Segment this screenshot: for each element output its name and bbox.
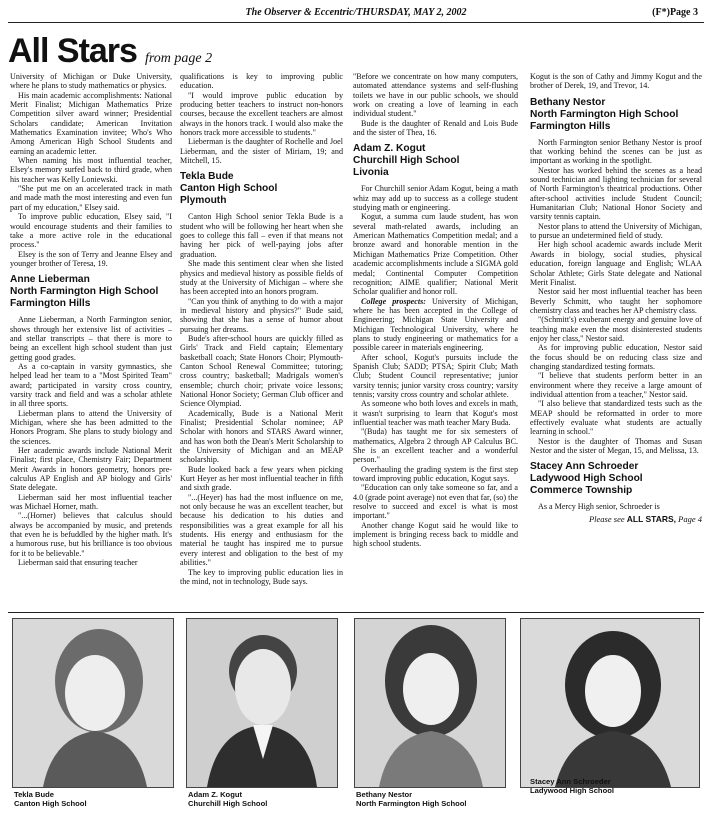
school-name: Churchill High School <box>353 155 460 167</box>
paragraph: Nestor is the daughter of Thomas and Susan Nestor and the sister of Megan, 15, and Melissa, 13. <box>530 436 702 456</box>
paragraph: Anne Lieberman, a North Farmington senior, shows through her extensive list of activities – and stellar transcripts – that there is more to being an excellent high school student than just getting good grades. <box>10 315 172 362</box>
profile-heading <box>10 274 172 310</box>
banner-continuation: from page 2 <box>144 51 213 66</box>
student-name: Anne Lieberman <box>10 274 90 286</box>
caption-name: Tekla Bude <box>14 790 54 799</box>
paragraph: Her academic awards include National Merit Finalist; first place, Chemistry Fair; Department Merit Awards in honors geometry, honors pre-calculus AP English and AP biology and Girls' State delegate. <box>10 446 172 493</box>
city-name: Plymouth <box>180 195 227 207</box>
paragraph: Kogut is the son of Cathy and Jimmy Kogut and the brother of Derek, 19, and Trevor, 14. <box>530 72 702 91</box>
lead-text: University of Michigan, where he has been accepted in the College of Engineering; Michigan State University and Michigan Technological University, where he plans to study engineering or mathematics for a possible career in materials engineering. <box>353 296 518 353</box>
caption-school: Churchill High School <box>188 799 268 808</box>
caption-school: North Farmington High School <box>356 799 467 808</box>
portrait-image <box>521 619 699 787</box>
paragraph: Elsey is the son of Terry and Jeanne Elsey and younger brother of Teresa, 19. <box>10 249 172 268</box>
portrait-photo <box>186 618 338 788</box>
lead-in: College prospects: <box>361 296 426 306</box>
article-column-2 <box>180 72 343 612</box>
paragraph: Lieberman said that ensuring teacher <box>18 558 138 568</box>
paragraph: Nestor plans to attend the University of Michigan, to pursue an undetermined field of study. <box>530 221 702 241</box>
paragraph: Nestor has worked behind the scenes as a head sound technician and lighting technician for several of North Farmington's theatrical productions. Other after-school activities include Student Council; Humanitarian Club; National Honor Society and varsity tennis captain. <box>530 165 702 222</box>
photo-caption <box>356 790 516 808</box>
paragraph: She made this sentiment clear when she listed physics and medieval history as possible fields of study at the University of Michigan – where she has been accepted into an honors program. <box>180 259 343 297</box>
city-name: Farmington Hills <box>10 298 91 310</box>
paragraph: "I would improve public education by producing better teachers to instruct non-honors courses, because the excellent teachers are almost always in the honors track. I would also make the honors track more accessible to students." <box>180 90 343 138</box>
paragraph: "...(Heyer) has had the most influence on me, not only because he was an excellent teacher, but because his dedication to his duties and responsibilities was a great example for all his students. His energy and enthusiasm for the material he taught has inspired me to pursue every interest and obligation to the best of my abilities." <box>180 492 343 568</box>
paragraph: As a co-captain in varsity gymnastics, she helped lead her team to a "Most Spirited Team" award; participated in varsity cross country, varsity track and field and was a scholar athlete in all three sports. <box>10 361 172 409</box>
jump-ref: ALL STARS, <box>626 513 677 524</box>
paragraph: "...(Horner) believes that calculus should always be accompanied by music, and pretends that even he is befuddled by the higher math. It's a humorous ruse, but his brilliance is too obvious for it to be believable." <box>10 511 172 558</box>
profile-heading <box>180 171 343 207</box>
paragraph: Her high school academic awards include Merit Awards in biology, social studies, physical education, foreign language and English; WLAA Scholar Athlete; Girls State delegate and National Merit Finalist. <box>530 240 702 287</box>
photo-caption <box>14 790 172 808</box>
paragraph: For Churchill senior Adam Kogut, being a math whiz may add up to success as a college student studying math or engineering. <box>353 184 518 213</box>
portrait-image <box>355 619 505 787</box>
paragraph: North Farmington senior Bethany Nestor is proof that working behind the scenes can be just as important as working in the spotlight. <box>530 137 702 166</box>
paragraph: Lieberman said her most influential teacher was Michael Horner, math. <box>10 492 172 512</box>
paragraph: After school, Kogut's pursuits include the Spanish Club; SADD; PTSA; Spirit Club; Math Club; Student Council representative; junior varsity tennis; junior varsity cross country; varsity tennis; varsity cross country and scholar athlete. <box>353 352 518 399</box>
paragraph: Overhauling the grading system is the first step toward improving public education, Kogut says. <box>353 464 518 484</box>
portrait-image <box>187 619 337 787</box>
city-name: Commerce Township <box>530 485 633 497</box>
page-number: (F*)Page 3 <box>652 7 698 18</box>
school-name: Canton High School <box>180 183 278 195</box>
portrait-image <box>13 619 173 787</box>
jump-text: Please see <box>588 513 625 524</box>
school-name: Ladywood High School <box>530 473 643 485</box>
paragraph: University of Michigan or Duke University, where he plans to study mathematics or physics. <box>10 72 172 91</box>
student-name: Bethany Nestor <box>530 96 606 108</box>
paragraph <box>353 297 518 353</box>
section-banner <box>8 32 212 72</box>
paragraph: Nestor said her most influential teacher has been Beverly Schmitt, who taught her sophomore chemistry class and teaches her AP chemistry class. <box>530 287 702 315</box>
profile-heading <box>353 143 518 179</box>
profile-heading <box>530 461 702 497</box>
portrait-photo <box>520 618 700 788</box>
paragraph: As for improving public education, Nestor said the focus should be on reducing class size and changing standardized testing formats. <box>530 343 702 371</box>
portrait-photo <box>12 618 174 788</box>
caption-school: Ladywood High School <box>530 786 614 795</box>
paragraph: Lieberman is the daughter of Rochelle and Joel Lieberman, and the sister of Miriam, 19; and Mitchell, 15. <box>180 137 343 166</box>
profile-heading <box>530 97 702 133</box>
student-name: Adam Z. Kogut <box>353 143 426 155</box>
paragraph: "(Buda) has taught me for six semesters of mathematics, Algebra 2 through AP Calculus BC. She is an excellent teacher and a wonderful person." <box>353 427 518 465</box>
jump-line <box>530 515 702 524</box>
paragraph: The key to improving public education lies in the mind, not in technology, Bude says. <box>180 567 343 586</box>
paragraph: His main academic accomplishments: National Merit Finalist; Michigan Mathematics Prize Competition silver award winner; Presidential Scholars candidate; American Invitation Mathematics Examination invitee; Who's Who Among American High School Students and earning an academic letter. <box>10 90 172 156</box>
article-column-3 <box>353 72 518 612</box>
paragraph: "I believe that students perform better in an environment where they receive a large amount of individual attention from a teacher," Nestor said. <box>530 371 702 399</box>
city-name: Farmington Hills <box>530 120 611 132</box>
caption-name: Stacey Ann Schroeder <box>530 777 611 786</box>
paragraph: Academically, Bude is a National Merit Finalist; Presidential Scholar nominee; AP Scholar with honors and STARS Award winner, and has won both the Dean's Merit Scholarship to the University of Michigan and an MEAP scholarship. <box>180 408 343 465</box>
banner-title: All Stars <box>8 32 137 70</box>
paragraph: Canton High School senior Tekla Bude is a student who will be following her heart when she goes to college this fall – even if that means not having her pick of well-paying jobs after graduation. <box>180 212 343 259</box>
paragraph: As a Mercy High senior, Schroeder is <box>538 502 660 512</box>
paragraph: When naming his most influential teacher, Elsey's memory surfed back to third grade, when his teacher was Kelly Loniewski. <box>10 156 172 184</box>
paragraph: Bude looked back a few years when picking Kurt Heyer as her most influential teacher in fifth and sixth grade. <box>180 464 343 493</box>
paragraph: Bude is the daughter of Renald and Lois Bude and the sister of Thea, 16. <box>353 118 518 138</box>
article-column-1 <box>10 72 172 612</box>
paragraph: As someone who both loves and excels in math, it wasn't surprising to learn that Kogut's most influential teacher was math teacher Mary Buda. <box>353 399 518 427</box>
header-rule <box>8 22 704 23</box>
paragraph: "I also believe that standardized tests such as the MEAP should be reformatted in order to more effectively evaluate what students are actually learning in school." <box>530 399 702 437</box>
paragraph: "Education can only take someone so far, and a 4.0 (grade point average) not even that far, (so) the resolve to succeed and excel is what is most important." <box>353 483 518 521</box>
newspaper-dateline: The Observer & Eccentric/THURSDAY, MAY 2, 2002 <box>245 7 467 18</box>
student-name: Stacey Ann Schroeder <box>530 461 639 473</box>
paragraph: Lieberman plans to attend the University of Michigan, where she has been admitted to the Honors Program. She plans to study biology and the sciences. <box>10 408 172 446</box>
school-name: North Farmington High School <box>10 286 159 298</box>
city-name: Livonia <box>353 167 389 179</box>
paragraph: "(Schmitt's) exuberant energy and genuine love of teaching make even the most disinterested students enjoy her class," Nestor said. <box>530 315 702 343</box>
paragraph: qualifications is key to improving public education. <box>180 72 343 91</box>
photo-caption <box>188 790 336 808</box>
student-name: Tekla Bude <box>180 171 234 183</box>
photo-caption <box>530 777 700 795</box>
paragraph: Another change Kogut said he would like to implement is bringing recess back to middle and high school students. <box>353 520 518 549</box>
paragraph: Kogut, a summa cum laude student, has won several math-related awards, including an American Mathematics Competition medal; and a bronze award and honorable mention in the Michigan Mathematics Prize Competition. Other academic accomplishments include a SIGMA gold medal; Continental Computer Competition recognition; AIME qualifier; National Merit Scholar qualifier and honor roll. <box>353 212 518 297</box>
portrait-photo <box>354 618 506 788</box>
caption-name: Bethany Nestor <box>356 790 413 799</box>
school-name: North Farmington High School <box>530 108 679 120</box>
paragraph: "Can you think of anything to do with a major in medieval history and physics?" Bude said, showing that she has a sense of humor about pursuing her dreams. <box>180 296 343 334</box>
caption-school: Canton High School <box>14 799 87 808</box>
page-header <box>8 6 704 22</box>
paragraph: To improve public education, Elsey said, "I would encourage students and their families to take a more active role in the educational process." <box>10 212 172 250</box>
caption-name: Adam Z. Kogut <box>188 790 242 799</box>
jump-page: Page 4 <box>678 513 702 524</box>
article-column-4 <box>530 72 702 612</box>
paragraph: Bude's after-school hours are quickly filled as Girls' Track and Field captain; Elementary basketball coach; State Honors Choir; Plymouth-Canton School Renewal Committee; tutoring; cross country; basketball; Madrigals women's ensemble; church choir; private voice lessons; National Honor Society; German Club officer and Science Olympiad. <box>180 333 343 409</box>
paragraph: "Before we concentrate on how many computers, automated attendance systems and self-flushing toilets we have in our public schools, we should work on creating a love of learning in each individual student." <box>353 72 518 119</box>
photo-rule <box>8 612 704 613</box>
paragraph: "She put me on an accelerated track in math and made math the most interesting and even fun part of my education," Elsey said. <box>10 184 172 212</box>
